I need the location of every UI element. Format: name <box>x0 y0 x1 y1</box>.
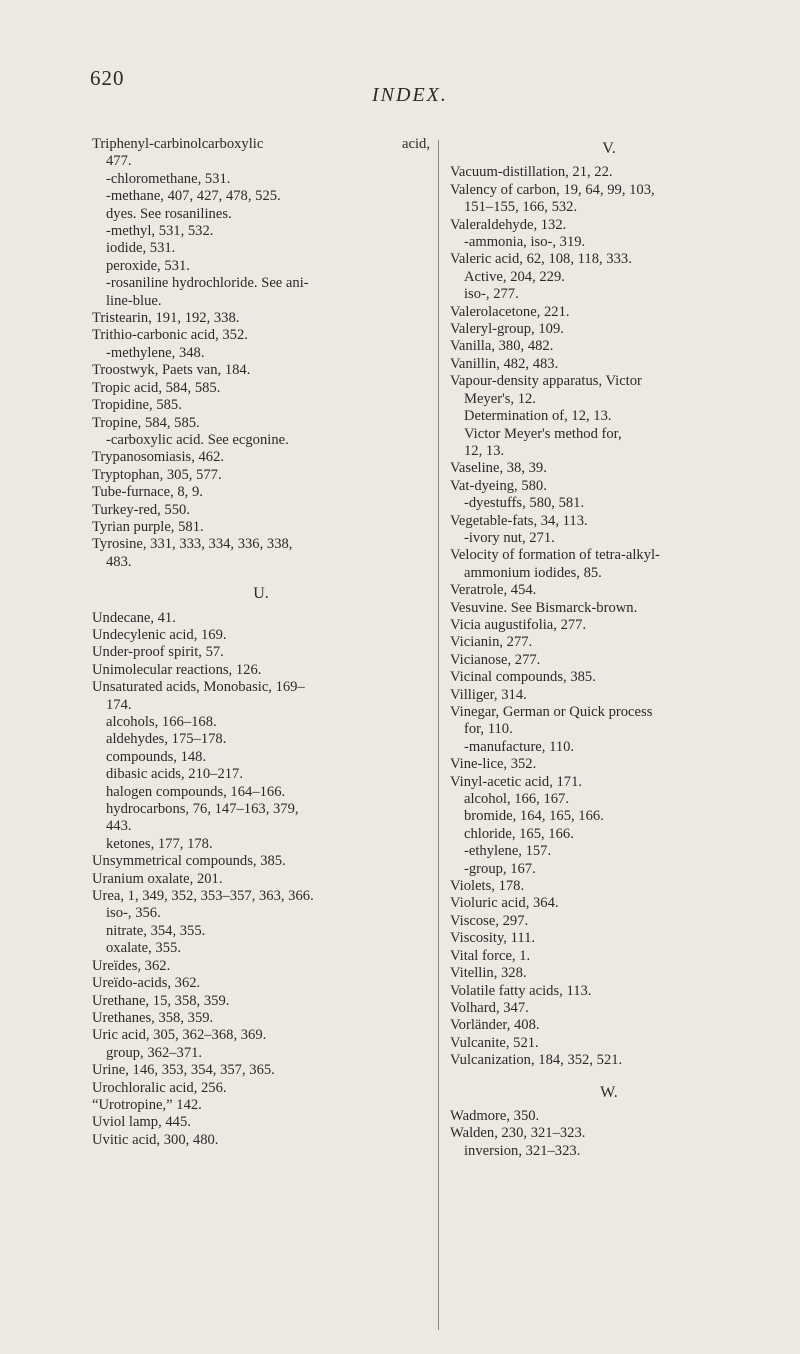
index-entry: Active, 204, 229. <box>464 268 565 285</box>
index-entry: -carboxylic acid. See ecgonine. <box>106 431 289 448</box>
index-entry: Vapour-density apparatus, Victor <box>450 373 642 390</box>
index-entry: Vegetable-fats, 34, 113. <box>450 512 588 529</box>
index-entry: Volhard, 347. <box>450 999 529 1016</box>
index-entry: Urochloralic acid, 256. <box>92 1079 227 1096</box>
index-entry: Tube-furnace, 8, 9. <box>92 484 203 501</box>
index-entry: -manufacture, 110. <box>464 738 575 755</box>
index-entry: Vat-dyeing, 580. <box>450 477 547 494</box>
index-entry: Vanilla, 380, 482. <box>450 338 554 355</box>
index-entry: Troostwyk, Paets van, 184. <box>92 362 251 379</box>
index-entry: dibasic acids, 210–217. <box>106 766 243 783</box>
index-entry: Trithio-carbonic acid, 352. <box>92 327 248 344</box>
index-entry: dyes. See rosanilines. <box>106 205 232 222</box>
index-entry: Violets, 178. <box>450 878 525 895</box>
index-entry: alcohol, 166, 167. <box>464 791 569 808</box>
index-entry: Veratrole, 454. <box>450 582 537 599</box>
index-entry: Meyer's, 12. <box>464 390 536 407</box>
index-entry: halogen compounds, 164–166. <box>106 783 286 800</box>
index-entry: Vorländer, 408. <box>450 1017 540 1034</box>
index-entry: Wadmore, 350. <box>450 1107 540 1124</box>
index-entry: Valeric acid, 62, 108, 118, 333. <box>450 251 632 268</box>
index-entry: -ivory nut, 271. <box>464 529 555 546</box>
index-entry: Violuric acid, 364. <box>450 895 559 912</box>
index-entry: Uvitic acid, 300, 480. <box>92 1131 219 1148</box>
index-entry: 12, 13. <box>464 442 505 459</box>
index-entry: Tyrian purple, 581. <box>92 518 204 535</box>
index-entry: hydrocarbons, 76, 147–163, 379, <box>106 801 299 818</box>
index-entry: Tryptophan, 305, 577. <box>92 466 222 483</box>
index-entry: Tristearin, 191, 192, 338. <box>92 310 240 327</box>
index-column-left <box>92 136 430 1149</box>
index-entry-tail: acid, <box>402 136 430 152</box>
index-entry: Uric acid, 305, 362–368, 369. <box>92 1027 267 1044</box>
page-number: 620 <box>90 66 125 90</box>
index-entry: Undecylenic acid, 169. <box>92 626 227 643</box>
index-entry: iodide, 531. <box>106 240 176 257</box>
index-entry: group, 362–371. <box>106 1044 203 1061</box>
index-entry: iso-, 277. <box>464 286 519 303</box>
index-entry: -ammonia, iso-, 319. <box>464 234 586 251</box>
section-letter: U. <box>253 585 269 603</box>
index-entry: Turkey-red, 550. <box>92 501 190 518</box>
index-entry: Victor Meyer's method for, <box>464 425 622 442</box>
index-column-right <box>450 136 768 1160</box>
index-entry: -dyestuffs, 580, 581. <box>464 495 585 512</box>
index-entry: bromide, 164, 165, 166. <box>464 808 604 825</box>
index-entry: Valency of carbon, 19, 64, 99, 103, <box>450 181 655 198</box>
index-entry: Undecane, 41. <box>92 609 176 626</box>
index-entry: compounds, 148. <box>106 748 207 765</box>
index-entry: Vulcanite, 521. <box>450 1034 539 1051</box>
index-entry: Tropine, 584, 585. <box>92 414 200 431</box>
index-entry: Vinegar, German or Quick process <box>450 704 653 720</box>
index-entry: Determination of, 12, 13. <box>464 408 612 425</box>
index-entry: -methylene, 348. <box>106 344 205 361</box>
index-entry: Vacuum-distillation, 21, 22. <box>450 164 613 181</box>
index-entry: Tropidine, 585. <box>92 397 182 414</box>
index-entry <box>92 136 430 153</box>
index-entry: nitrate, 354, 355. <box>106 922 206 939</box>
index-entry: Valeraldehyde, 132. <box>450 216 567 233</box>
index-entry: Vicianose, 277. <box>450 651 541 668</box>
index-entry: Vanillin, 482, 483. <box>450 355 559 372</box>
index-entry: Vicianin, 277. <box>450 634 533 651</box>
index-entry: Under-proof spirit, 57. <box>92 644 224 661</box>
index-entry: Vesuvine. See Bismarck-brown. <box>450 599 638 616</box>
index-entry: oxalate, 355. <box>106 940 181 957</box>
index-entry: Ureïdes, 362. <box>92 957 171 974</box>
index-entry: iso-, 356. <box>106 905 161 922</box>
index-entry: Walden, 230, 321–323. <box>450 1125 586 1142</box>
index-entry: Uviol lamp, 445. <box>92 1114 191 1131</box>
index-entry: Velocity of formation of tetra-alkyl- <box>450 547 660 564</box>
index-entry: Ureïdo-acids, 362. <box>92 975 201 992</box>
index-entry: Vine-lice, 352. <box>450 756 537 773</box>
index-entry: Vinyl-acetic acid, 171. <box>450 773 583 790</box>
index-entry: -rosaniline hydrochloride. See ani- <box>106 275 309 292</box>
index-entry: “Urotropine,” 142. <box>92 1096 202 1113</box>
index-entry: Villiger, 314. <box>450 686 527 703</box>
section-letter: V. <box>602 140 616 157</box>
index-entry: 483. <box>106 553 132 570</box>
index-entry: Vicia augustifolia, 277. <box>450 616 587 633</box>
index-entry: Tyrosine, 331, 333, 334, 336, 338, <box>92 536 293 553</box>
index-entry: Viscosity, 111. <box>450 930 536 947</box>
index-entry: ketones, 177, 178. <box>106 835 213 852</box>
index-entry: ammonium iodides, 85. <box>464 564 602 581</box>
section-letter: W. <box>600 1083 618 1101</box>
index-entry: Urine, 146, 353, 354, 357, 365. <box>92 1062 275 1079</box>
index-entry: -group, 167. <box>464 860 536 877</box>
index-entry: Unimolecular reactions, 126. <box>92 661 262 678</box>
index-entry: Valerolacetone, 221. <box>450 303 570 320</box>
index-entry: Vaseline, 38, 39. <box>450 460 547 477</box>
index-entry: Volatile fatty acids, 113. <box>450 982 592 999</box>
index-entry: Valeryl-group, 109. <box>450 321 564 338</box>
index-entry: 443. <box>106 818 132 835</box>
index-entry: chloride, 165, 166. <box>464 825 574 842</box>
index-entry-text: Triphenyl-carbinolcarboxylic <box>92 136 264 152</box>
index-entry: for, 110. <box>464 721 513 738</box>
index-entry: Vulcanization, 184, 352, 521. <box>450 1052 623 1069</box>
index-entry: 151–155, 166, 532. <box>464 199 578 216</box>
index-entry: -ethylene, 157. <box>464 843 552 860</box>
index-entry: Vicinal compounds, 385. <box>450 669 596 686</box>
index-entry: 477. <box>106 153 132 170</box>
index-entry: Vitellin, 328. <box>450 965 527 982</box>
index-entry: Viscose, 297. <box>450 912 529 929</box>
index-entry: Urethane, 15, 358, 359. <box>92 992 230 1009</box>
index-entry: peroxide, 531. <box>106 257 190 274</box>
index-entry: Unsymmetrical compounds, 385. <box>92 853 286 870</box>
running-head: INDEX. <box>372 84 448 106</box>
column-divider <box>438 140 439 1330</box>
index-entry: Tropic acid, 584, 585. <box>92 379 221 396</box>
index-entry: Uranium oxalate, 201. <box>92 870 223 887</box>
index-entry: Unsaturated acids, Monobasic, 169– <box>92 679 305 696</box>
index-entry: -chloromethane, 531. <box>106 170 231 187</box>
index-entry: Urethanes, 358, 359. <box>92 1009 214 1026</box>
index-entry: 174. <box>106 696 132 713</box>
index-entry: -methane, 407, 427, 478, 525. <box>106 188 281 205</box>
index-entry: -methyl, 531, 532. <box>106 223 214 240</box>
index-entry: inversion, 321–323. <box>464 1142 581 1159</box>
index-entry: alcohols, 166–168. <box>106 714 217 730</box>
index-entry: line-blue. <box>106 292 162 309</box>
index-entry: Vital force, 1. <box>450 947 531 964</box>
index-entry: Urea, 1, 349, 352, 353–357, 363, 366. <box>92 888 314 905</box>
index-entry: aldehydes, 175–178. <box>106 731 227 748</box>
index-entry: Trypanosomiasis, 462. <box>92 449 225 466</box>
